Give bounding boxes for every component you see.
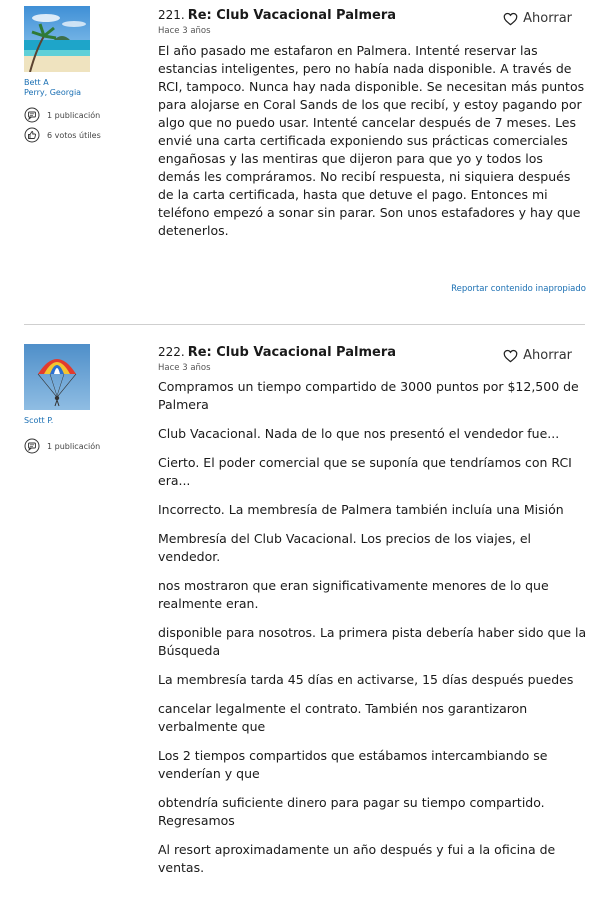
post-age: Hace 3 años xyxy=(158,26,211,36)
post-count-label: 1 publicación xyxy=(47,441,101,451)
post-title[interactable]: Re: Club Vacacional Palmera xyxy=(187,7,397,23)
avatar[interactable] xyxy=(24,344,90,410)
post-paragraph: Compramos un tiempo compartido de 3000 puntos por $12,500 de Palmera xyxy=(158,379,579,412)
review-post xyxy=(0,336,605,905)
post-content xyxy=(158,5,588,251)
helpful-votes-label: 6 votos útiles xyxy=(47,130,101,140)
post-number: 221. xyxy=(158,8,185,22)
post-paragraph: El año pasado me estafaron en Palmera. Intenté reservar las estancias inteligentes, pero no había nada disponible. A través de RCI, tampoco. Nunca hay nada disponible. Se necesitan más puntos para alojarse en Coral Sands de los que recibí, y estoy pagando por algo que no puedo usar. Intenté cancelar después de 7 meses. Les envié una carta certificada exponiendo sus prácticas comerciales engañosas y las mentiras que dijeron para que yo y todos los demás les compráramos. No recibí respuesta, ni siquiera después de la carta certificada, hasta que detuve el pago. Entonces mi teléfono empezó a sonar sin parar. Son unos estafadores y hay que detenerlos. xyxy=(158,43,585,238)
post-count xyxy=(24,438,154,454)
post-body xyxy=(158,378,588,877)
post-paragraph: Club Vacacional. Nada de lo que nos presentó el vendedor fue... xyxy=(158,426,560,441)
avatar[interactable] xyxy=(24,6,90,72)
post-paragraph: disponible para nosotros. La primera pista debería haber sido que la Búsqueda xyxy=(158,625,587,658)
save-label: Ahorrar xyxy=(523,348,572,363)
post-paragraph: Los 2 tiempos compartidos que estábamos intercambiando se venderían y que xyxy=(158,748,548,781)
heart-icon xyxy=(503,349,518,363)
post-title[interactable]: Re: Club Vacacional Palmera xyxy=(187,344,397,360)
author-name[interactable]: Bett A xyxy=(24,78,49,87)
post-paragraph: Incorrecto. La membresía de Palmera también incluía una Misión xyxy=(158,502,564,517)
post-number: 222. xyxy=(158,345,185,359)
helpful-votes xyxy=(24,127,154,143)
comment-icon xyxy=(24,438,40,454)
post-body xyxy=(158,42,588,240)
post-content xyxy=(158,342,588,888)
post-count xyxy=(24,107,154,123)
post-age: Hace 3 años xyxy=(158,363,211,373)
review-post xyxy=(0,0,605,320)
post-paragraph: Cierto. El poder comercial que se suponía que tendríamos con RCI era... xyxy=(158,455,572,488)
post-paragraph: nos mostraron que eran significativamente menores de lo que realmente eran. xyxy=(158,578,549,611)
save-label: Ahorrar xyxy=(523,11,572,26)
save-button[interactable] xyxy=(503,11,572,26)
save-button[interactable] xyxy=(503,348,572,363)
author-name[interactable]: Scott P. xyxy=(24,416,54,425)
heart-icon xyxy=(503,12,518,26)
post-paragraph: obtendría suficiente dinero para pagar su tiempo compartido. Regresamos xyxy=(158,795,545,828)
post-paragraph: La membresía tarda 45 días en activarse, 15 días después puedes xyxy=(158,672,574,687)
report-link[interactable]: Reportar contenido inapropiado xyxy=(451,284,586,294)
thumbs-up-icon xyxy=(24,127,40,143)
author-panel xyxy=(24,344,154,454)
post-paragraph: Membresía del Club Vacacional. Los precios de los viajes, el vendedor. xyxy=(158,531,531,564)
author-panel xyxy=(24,6,154,143)
post-paragraph: cancelar legalmente el contrato. También nos garantizaron verbalmente que xyxy=(158,701,528,734)
post-paragraph: Al resort aproximadamente un año después y fui a la oficina de ventas. xyxy=(158,842,556,875)
post-count-label: 1 publicación xyxy=(47,110,101,120)
author-location: Perry, Georgia xyxy=(24,88,82,97)
post-divider xyxy=(24,324,585,325)
comment-icon xyxy=(24,107,40,123)
